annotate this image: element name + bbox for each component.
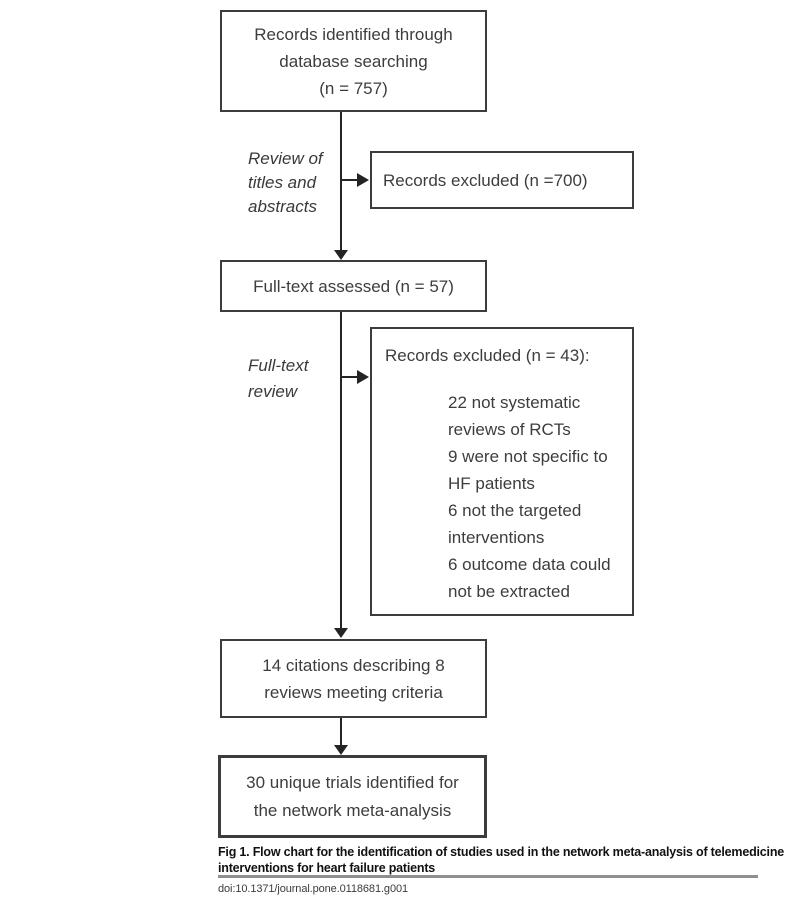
stage-label-line: Full-text (248, 356, 309, 375)
stage-label-titles-abstracts (248, 147, 323, 219)
stage-label-line: titles and (248, 173, 317, 192)
exclusion-reason: 22 not systematic reviews of RCTs (448, 393, 581, 439)
box-text-line: 30 unique trials identified for (246, 772, 459, 792)
doi-text: doi:10.1371/journal.pone.0118681.g001 (218, 883, 408, 895)
caption-divider (218, 875, 758, 878)
box-text-line: (n = 757) (319, 78, 388, 98)
arrow-to-excluded-fulltext (342, 370, 369, 384)
stage-label-fulltext-review (248, 353, 308, 405)
arrow-to-excluded-titles (342, 173, 369, 187)
arrow-fulltext-to-citations (334, 312, 348, 638)
box-records-identified (220, 10, 487, 112)
box-text-line: database searching (279, 51, 428, 71)
box-text-line: Records excluded (n =700) (383, 170, 588, 190)
stage-label-line: abstracts (248, 197, 317, 216)
caption-line: Fig 1. Flow chart for the identification of studies used in the network meta-analysis of telemedicine (218, 845, 785, 859)
box-text-line: Full-text assessed (n = 57) (253, 276, 454, 296)
box-records-excluded-fulltext (370, 327, 634, 616)
caption-line: interventions for heart failure patients (218, 861, 436, 875)
exclusion-reason: 6 outcome data could not be extracted (448, 555, 611, 601)
box-text-line: 14 citations describing 8 (262, 655, 445, 675)
stage-label-line: review (248, 382, 298, 401)
arrow-identified-to-fulltext (334, 112, 348, 260)
exclusion-header: Records excluded (n = 43): (385, 346, 590, 365)
box-citations-meeting-criteria (220, 639, 487, 718)
box-fulltext-assessed (220, 260, 487, 312)
exclusion-reason: 6 not the targeted interventions (448, 501, 582, 547)
box-records-excluded-titles (370, 151, 634, 209)
exclusion-reason: 9 were not specific to HF patients (448, 447, 608, 493)
arrow-citations-to-trials (334, 718, 348, 755)
box-text-line: reviews meeting criteria (264, 682, 443, 702)
box-text-line: the network meta-analysis (253, 800, 452, 820)
exclusion-reason-list (448, 389, 634, 605)
figure-caption (218, 844, 784, 876)
box-text-line: Records identified through (254, 24, 453, 44)
box-unique-trials (218, 755, 487, 838)
stage-label-line: Review of (248, 149, 323, 168)
